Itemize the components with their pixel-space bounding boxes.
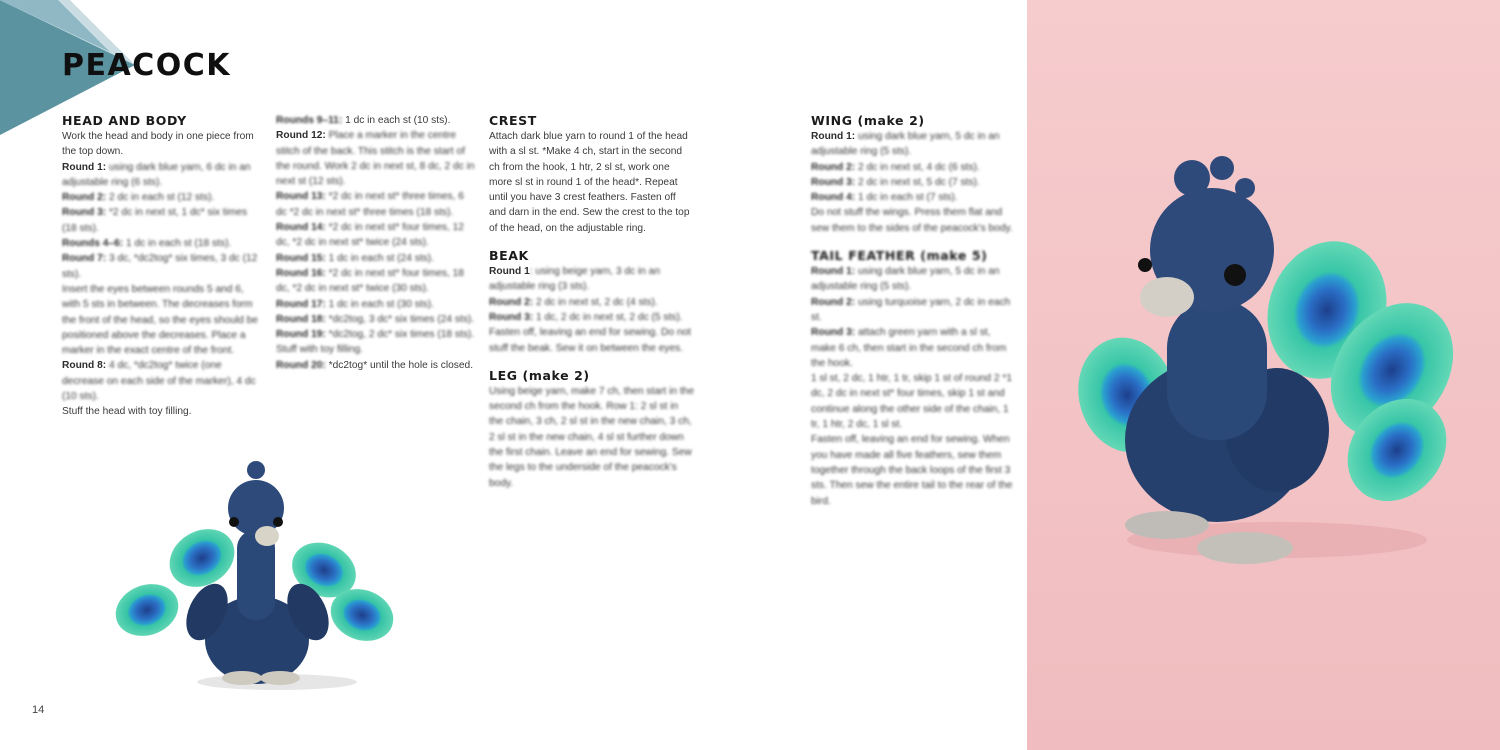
crest [247,461,265,479]
instruction-round-19: Round 19: *dc2tog, 2 dc* six times (18 sts). [276,329,475,341]
instruction-round-2: Round 2: 2 dc in each st (12 sts). [62,192,215,204]
eye-left [1138,258,1152,272]
beak-round-1: Round 1: using beige yarn, 3 dc in an adjustable ring (3 sts). [489,266,661,293]
leg-heading: LEG (make 2) [489,367,590,383]
eye-right [1224,264,1246,286]
peacock-front-photo [92,440,462,710]
tail-round-2: Round 2: using turquoise yarn, 2 dc in each st. [811,296,1011,323]
crest-instructions: Attach dark blue yarn to round 1 of the head with a sl st. *Make 4 ch, start in the second ch from the hook, 1 htr, 2 sl st, work one more sl st in round 1 of the head*. Repeat until you have 3 crest feathers. Fasten off and darn in the end. Sew the crest to the top of the head, on the adjustable ring. [489,131,690,234]
tail-round-3: Round 3: attach green yarn with a sl st, make 6 ch, then start in the second ch from the hook. [811,327,1007,369]
foot-right [1197,532,1293,564]
tail-round-3-continued: 1 sl st, 2 dc, 1 htr, 1 tr, skip 1 st of round 2 *1 dc, 2 dc in next st* four times, skip 1 st and continue along the other side of the chain, 1 tr, 1 htr, 2 dc, 1 sl st. [811,373,1013,431]
foot-left [1125,511,1209,539]
head-and-body-intro: Work the head and body in one piece from the top down. [62,131,254,158]
foot-left [222,671,262,685]
instruction-round-18: Round 18: *dc2tog, 3 dc* six times (24 sts). [276,313,475,325]
instruction-round-1: Round 1: using dark blue yarn, 6 dc in an adjustable ring (6 sts). [62,161,251,188]
page-number: 14 [32,704,45,716]
beak [1140,277,1194,317]
beak-round-2: Round 2: 2 dc in next st, 2 dc (4 sts). [489,296,658,308]
instruction-round-7: Round 7: 3 dc, *dc2tog* six times, 3 dc (12 sts). [62,253,258,280]
instruction-round-16: Round 16: *2 dc in next st* four times, 18 dc, *2 dc in next st* twice (30 sts). [276,267,464,295]
instruction-stuff-body: Stuff with toy filling. [276,344,364,356]
head-and-body-heading: HEAD AND BODY [62,113,187,128]
instruction-round-12: Round 12: Place a marker in the centre stitch of the back. This stitch is the start of the round. Work 2 dc in next st, 8 dc, 2 dc in next st (12 sts). [276,130,475,188]
instruction-rounds-4-6: Rounds 4–6: 1 dc in each st (18 sts). [62,238,232,250]
instruction-stuff-head: Stuff the head with toy filling. [62,406,192,418]
instruction-round-17: Round 17: 1 dc in each st (30 sts). [276,298,434,310]
beak [255,526,279,546]
wing-round-1: Round 1: using dark blue yarn, 5 dc in an adjustable ring (5 sts). [811,131,1000,158]
tail-finish: Fasten off, leaving an end for sewing. When you have made all five feathers, sew them together through the back loops of the first 3 sts. Then sew the entire tail to the rear of the bird. [811,434,1013,507]
instruction-round-3: Round 3: *2 dc in next st, 1 dc* six times (18 sts). [62,207,248,234]
eye-right [273,517,283,527]
head [228,480,284,536]
peacock-closeup-photo [1027,0,1500,750]
wing-finish: Do not stuff the wings. Press them flat and sew them to the sides of the peacock's body. [811,207,1013,234]
eye-left [229,517,239,527]
beak-heading: BEAK [489,248,529,264]
page-title: PEACOCK [62,48,231,83]
crest-beak-leg-column [489,113,694,491]
crest-heading: CREST [489,113,537,128]
instruction-round-20: Round 20: *dc2tog* until the hole is closed. [276,359,474,371]
beak-round-3: Round 3: 1 dc, 2 dc in next st, 2 dc (5 sts). [489,311,683,323]
wing-round-4: Round 4: 1 dc in each st (7 sts). [811,192,958,204]
instruction-round-15: Round 15: 1 dc in each st (24 sts). [276,252,434,264]
leg-instructions: Using beige yarn, make 7 ch, then start in the second ch from the hook. Row 1: 2 sl st in the chain, 3 ch, 2 sl st in the new chain, 3 ch, 2 sl st in the new chain, 4 sl st further down the first chain. Leave an end for sewing. Sew the legs to the underside of the peacock's body. [489,385,694,489]
instruction-eyes: Insert the eyes between rounds 5 and 6, with 5 sts in between. The decreases form the front of the head, so the eyes should be positioned above the decreases. Place a marker in the exact centre of the front. [62,283,258,357]
instruction-round-13: Round 13: *2 dc in next st* three times, 6 dc *2 dc in next st* three times (18 sts). [276,191,464,218]
body-rounds-column [276,113,476,373]
foot-right [260,671,300,685]
wing-tail-column [811,113,1016,509]
wing-heading: WING (make 2) [811,113,925,128]
neck [1167,300,1267,440]
instruction-rounds-9-11: Rounds 9–11: 1 dc in each st (10 sts). [276,115,451,126]
beak-finish: Fasten off, leaving an end for sewing. Do not stuff the beak. Sew it on between the eyes. [489,327,691,354]
tail-feather-heading: TAIL FEATHER (make 5) [811,248,988,264]
instruction-round-14: Round 14: *2 dc in next st* four times, 12 dc, *2 dc in next st* twice (24 sts). [276,222,464,249]
wing-round-3: Round 3: 2 dc in next st, 5 dc (7 sts). [811,176,980,188]
tail-round-1: Round 1: using dark blue yarn, 5 dc in an adjustable ring (5 sts). [811,266,1000,293]
head-and-body-column [62,113,262,420]
instruction-round-8: Round 8: 4 dc, *dc2tog* twice (one decrease on each side of the marker), 4 dc (10 sts). [62,360,256,403]
wing-round-2: Round 2: 2 dc in next st, 4 dc (6 sts). [811,161,980,173]
